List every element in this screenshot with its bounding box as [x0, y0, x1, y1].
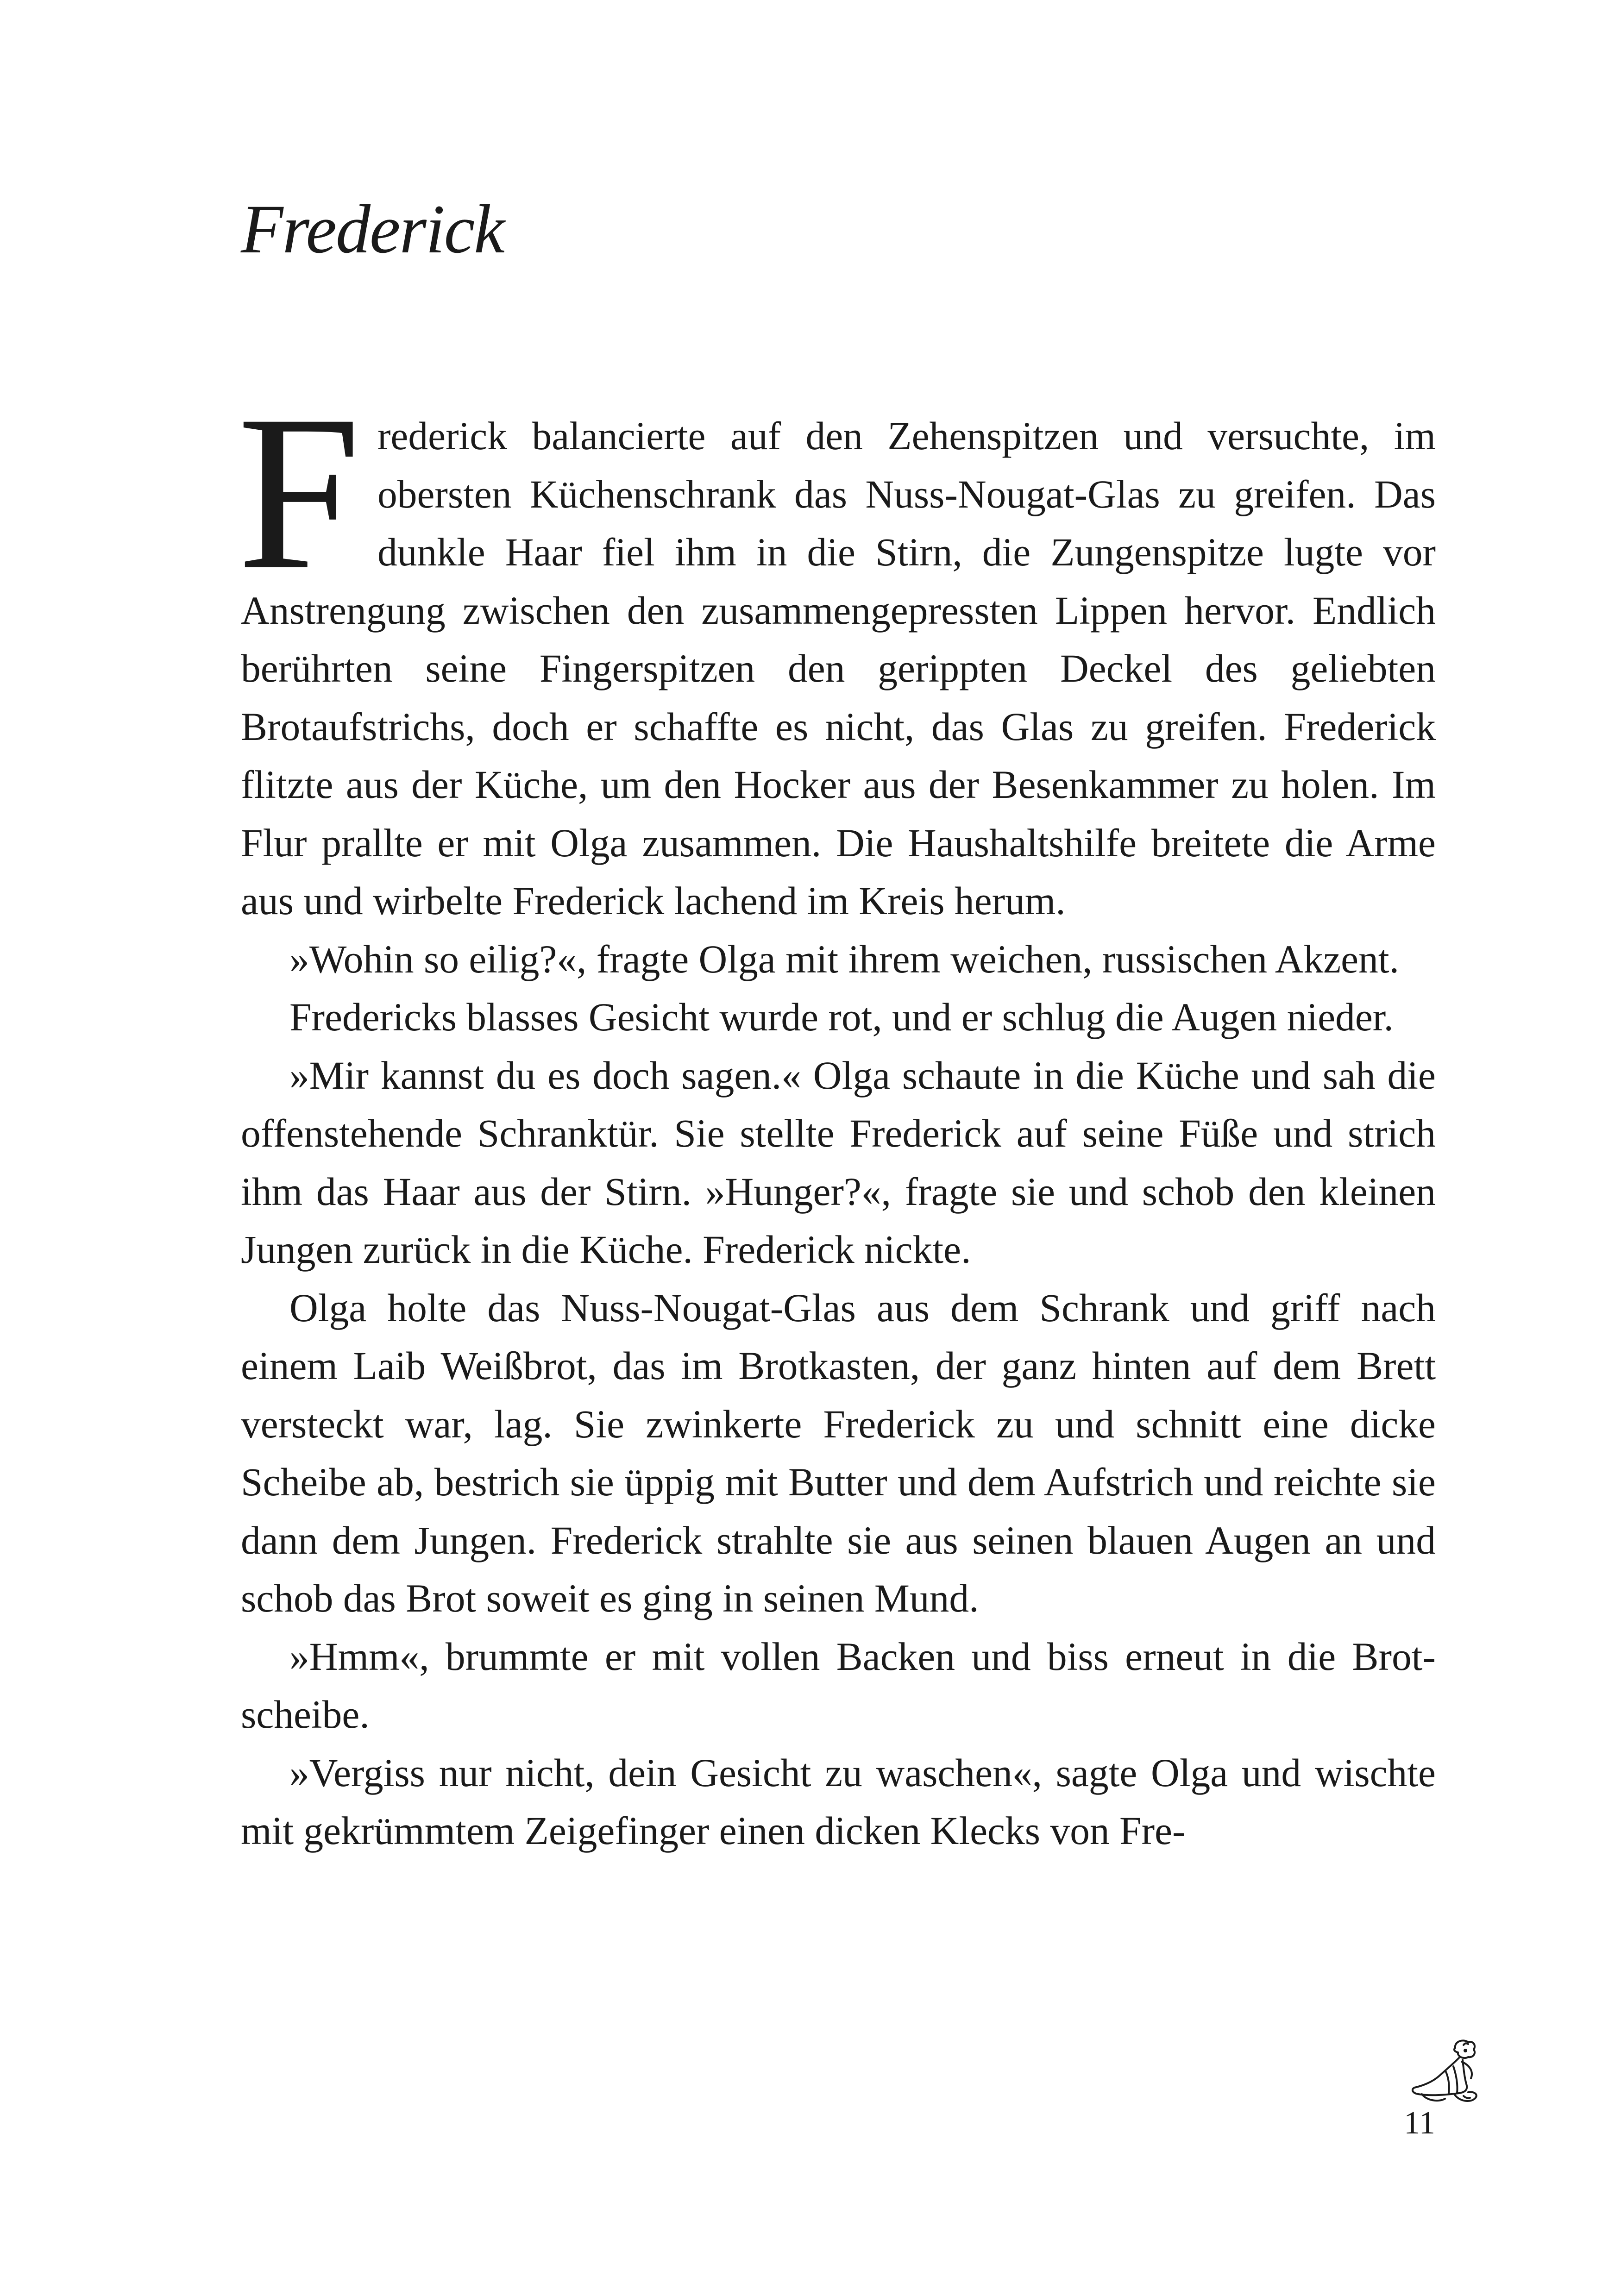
paragraph-1-text: rederick balancierte auf den Zehenspitzen und versuchte, im obersten Küchenschrank das Nuss-Nougat-Glas zu greifen. Das dunkle Haar fiel ihm in die Stirn, die Zungenspitze lugte vor Anstrengung zwischen den zusammengepressten Lippen hervor. Endlich berührten seine Fingerspitzen den gerippten Deckel des geliebten Brotaufstrichs, doch er schaffte es nicht, das Glas zu greifen. Frederick flitzte aus der Küche, um den Hocker aus der Besenkammer zu holen. Im Flur prallte er mit Olga zusammen. Die Haushaltshilfe breitete die Arme aus und wirbelte Frederick lachend im Kreis herum.	[241, 414, 1436, 923]
paragraph-3: Fredericks blasses Gesicht wurde rot, und er schlug die Augen nieder.	[289, 996, 1394, 1039]
paragraph-6: »Hmm«, brummte er mit vollen Backen und biss erneut in die Brotscheibe.	[241, 1635, 1436, 1737]
paragraph-5: Olga holte das Nuss-Nougat-Glas aus dem Schrank und griff nach einem Laib Weißbrot, das im Brotkasten, der ganz hinten auf dem Brett versteckt war, lag. Sie zwinkerte Frederick zu und schnitt eine dicke Scheibe ab, bestrich sie üppig mit Butter und dem Aufstrich und reichte sie dann dem Jungen. Frederick strahlte sie aus seinen blauen Augen an und schob das Brot soweit es ging in seinen Mund.	[241, 1286, 1436, 1620]
child-figure-ornament-icon	[1394, 2038, 1487, 2112]
chapter-body	[237, 369, 1436, 1861]
paragraph-4: »Mir kannst du es doch sagen.« Olga schaute in die Küche und sah die offenstehende Schranktür. Sie stellte Frederick auf seine Füße und strich ihm das Haar aus der Stirn. »Hunger?«, fragte sie und schob den kleinen Jungen zurück in die Küche. Frederick nickte.	[241, 1054, 1436, 1272]
paragraph-1	[237, 369, 1436, 931]
chapter-title: Frederick	[241, 191, 504, 268]
paragraph-7: »Vergiss nur nicht, dein Gesicht zu waschen«, sagte Olga und wischte mit gekrümmtem Zeigefinger einen dicken Klecks von Fre-	[241, 1751, 1436, 1853]
paragraph-2: »Wohin so eilig?«, fragte Olga mit ihrem weichen, russischen Akzent.	[289, 937, 1400, 981]
page-number: 11	[1404, 2105, 1435, 2141]
drop-cap: F	[237, 369, 361, 615]
